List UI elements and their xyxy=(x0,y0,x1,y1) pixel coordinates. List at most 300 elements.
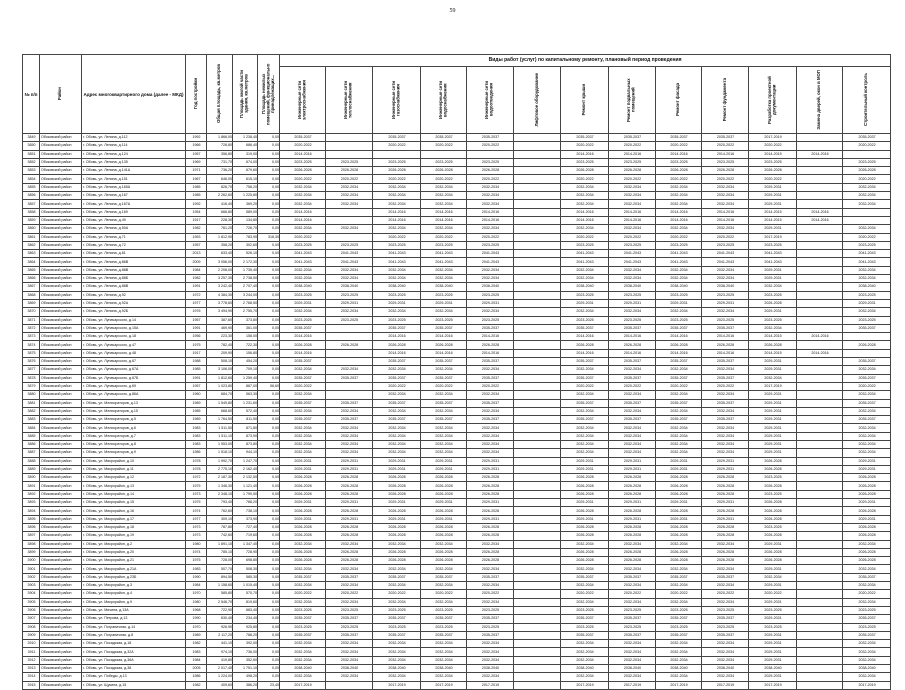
row-work-period: 2023-2025 xyxy=(280,316,326,324)
row-work-period: 2032-2034 xyxy=(702,432,749,440)
row-work-period: 2014-2016 xyxy=(280,216,326,224)
row-work-period: 2032-2034 xyxy=(280,432,326,440)
row-work-period xyxy=(514,258,561,266)
row-total-area: 1 992,70 xyxy=(207,457,233,465)
table-row xyxy=(23,440,891,448)
row-work-period: 2032-2034 xyxy=(280,673,326,681)
row-work-period: 2023-2025 xyxy=(561,316,609,324)
row-district: Обсковский район xyxy=(40,341,82,349)
row-nonres-area: 0,00 xyxy=(258,358,280,366)
row-year: 1956 xyxy=(186,333,207,341)
row-address: г. Обовь, ул. Ленина, д.88Б xyxy=(82,275,186,283)
row-work-period: 2029-2031 xyxy=(749,275,797,283)
row-work-period: 2029-2031 xyxy=(280,515,326,523)
row-work-period: 2035-2037 xyxy=(326,615,373,623)
row-work-period: 2032-2034 xyxy=(467,656,514,664)
row-work-period xyxy=(843,216,891,224)
row-address: г. Обовь, ул. Ленина, д.49 xyxy=(82,216,186,224)
row-year: 1972 xyxy=(186,291,207,299)
row-work-period: 2026-2028 xyxy=(467,490,514,498)
row-work-period: 2026-2028 xyxy=(326,341,373,349)
row-nonres-area: 0,00 xyxy=(258,424,280,432)
table-row xyxy=(23,457,891,465)
row-work-period: 2032-2034 xyxy=(326,200,373,208)
row-work-period: 2032-2034 xyxy=(421,192,467,200)
row-work-period xyxy=(514,565,561,573)
row-work-period: 2023-2025 xyxy=(843,291,891,299)
row-work-period: 2014-2016 xyxy=(373,333,421,341)
row-work-period xyxy=(514,681,561,689)
row-work-period: 2032-2034 xyxy=(609,673,656,681)
row-work-period: 2035-2037 xyxy=(656,416,702,424)
row-work-period: 2032-2034 xyxy=(702,582,749,590)
row-address: г. Обовь, ул. Ленина, д.72 xyxy=(82,241,186,249)
row-year: 2009 xyxy=(186,258,207,266)
row-work-period: 2026-2028 xyxy=(609,167,656,175)
row-work-period: 2029-2031 xyxy=(749,582,797,590)
row-work-period: 2035-2037 xyxy=(609,324,656,332)
row-work-period xyxy=(797,374,843,382)
row-work-period: 2032-2034 xyxy=(326,183,373,191)
row-work-period xyxy=(797,175,843,183)
row-total-area: 1 812,60 xyxy=(207,374,233,382)
row-work-period: 2029-2031 xyxy=(373,457,421,465)
row-number: 3875 xyxy=(23,349,40,357)
row-work-period xyxy=(797,631,843,639)
row-work-period: 2029-2031 xyxy=(749,407,797,415)
row-work-period xyxy=(797,665,843,673)
row-work-period: 2020-2022 xyxy=(561,142,609,150)
row-work-period xyxy=(797,316,843,324)
row-work-period xyxy=(326,333,373,341)
row-work-period: 2023-2025 xyxy=(843,316,891,324)
row-work-period: 2020-2022 xyxy=(702,142,749,150)
row-year: 1974 xyxy=(186,548,207,556)
row-number: 3890 xyxy=(23,474,40,482)
row-year: 1978 xyxy=(186,457,207,465)
row-work-period xyxy=(514,158,561,166)
row-year: 1985 xyxy=(186,407,207,415)
row-work-period: 2032-2034 xyxy=(843,266,891,274)
row-work-period: 2035-2037 xyxy=(280,399,326,407)
row-work-period: 2026-2028 xyxy=(609,507,656,515)
row-nonres-area: 0,00 xyxy=(258,216,280,224)
row-address: г. Обовь, ул. Пограничная, д.8 xyxy=(82,631,186,639)
row-work-period: 2032-2034 xyxy=(702,540,749,548)
row-work-period: 2032-2034 xyxy=(373,582,421,590)
row-work-period: 2017-2019 xyxy=(843,681,891,689)
row-work-period: 2032-2034 xyxy=(702,192,749,200)
row-work-period: 2020-2022 xyxy=(656,175,702,183)
col-work-2: Инженерные сети теплоснабжения xyxy=(326,67,373,134)
row-work-period: 2017-2019 xyxy=(702,681,749,689)
row-work-period: 2032-2034 xyxy=(421,407,467,415)
row-work-period xyxy=(326,681,373,689)
row-work-period: 2026-2028 xyxy=(467,474,514,482)
row-district: Обсковский район xyxy=(40,266,82,274)
row-total-area: 223,30 xyxy=(207,333,233,341)
row-work-period: 2035-2037 xyxy=(373,573,421,581)
row-work-period: 2026-2028 xyxy=(749,499,797,507)
row-work-period: 2023-2025 xyxy=(609,316,656,324)
row-work-period: 2029-2031 xyxy=(749,432,797,440)
row-total-area: 356,80 xyxy=(207,150,233,158)
table-row xyxy=(23,341,891,349)
row-work-period: 2026-2028 xyxy=(467,167,514,175)
row-work-period: 2032-2034 xyxy=(843,582,891,590)
row-district: Обсковский район xyxy=(40,291,82,299)
row-res-area: 373,90 xyxy=(233,515,258,523)
row-work-period xyxy=(797,308,843,316)
row-total-area: 1 023,80 xyxy=(207,382,233,390)
row-work-period: 2032-2034 xyxy=(280,648,326,656)
row-work-period: 2041-2043 xyxy=(421,250,467,258)
row-work-period: 2035-2037 xyxy=(702,374,749,382)
row-work-period: 2026-2028 xyxy=(421,482,467,490)
row-work-period: 2032-2034 xyxy=(561,225,609,233)
row-total-area: 441,10 xyxy=(207,640,233,648)
row-address: г. Обовь, ул. Микрорайон, д.10 xyxy=(82,457,186,465)
row-work-period: 2026-2028 xyxy=(843,523,891,531)
row-work-period: 2032-2034 xyxy=(280,440,326,448)
table-row xyxy=(23,523,891,531)
row-total-area: 2 208,00 xyxy=(207,266,233,274)
row-work-period: 2014-2016 xyxy=(656,333,702,341)
row-work-period: 2020-2022 xyxy=(280,175,326,183)
row-nonres-area: 0,00 xyxy=(258,225,280,233)
row-work-period: 2032-2034 xyxy=(561,192,609,200)
row-work-period: 2032-2034 xyxy=(749,374,797,382)
row-year: 1980 xyxy=(186,598,207,606)
row-work-period: 2035-2037 xyxy=(843,134,891,142)
row-work-period: 2032-2034 xyxy=(702,424,749,432)
row-work-period: 2020-2022 xyxy=(326,175,373,183)
row-work-period: 2032-2034 xyxy=(656,656,702,664)
row-work-period: 2026-2028 xyxy=(561,482,609,490)
col-work-9: Ремонт фасада xyxy=(656,67,702,134)
row-work-period xyxy=(843,208,891,216)
row-total-area: 782,40 xyxy=(207,341,233,349)
col-work-7: Ремонт крыши xyxy=(561,67,609,134)
row-work-period: 2032-2034 xyxy=(421,432,467,440)
row-work-period: 2029-2031 xyxy=(656,299,702,307)
row-address: г. Обовь, ул. Микрорайон, д.4 xyxy=(82,590,186,598)
row-district: Обсковский район xyxy=(40,225,82,233)
row-total-area: 228,30 xyxy=(207,216,233,224)
row-work-period: 2029-2031 xyxy=(609,299,656,307)
row-nonres-area: 0,00 xyxy=(258,416,280,424)
row-work-period xyxy=(797,532,843,540)
row-nonres-area: 0,00 xyxy=(258,673,280,681)
row-work-period xyxy=(514,399,561,407)
row-nonres-area: 0,00 xyxy=(258,631,280,639)
row-work-period: 2035-2037 xyxy=(656,324,702,332)
row-work-period: 2026-2028 xyxy=(467,532,514,540)
row-work-period: 2035-2037 xyxy=(609,573,656,581)
row-work-period: 2029-2031 xyxy=(609,457,656,465)
row-work-period: 2026-2028 xyxy=(373,507,421,515)
row-work-period: 2023-2025 xyxy=(702,316,749,324)
row-district: Обсковский район xyxy=(40,631,82,639)
row-work-period: 2032-2034 xyxy=(421,275,467,283)
row-work-period: 2023-2025 xyxy=(561,241,609,249)
row-work-period: 2032-2034 xyxy=(373,366,421,374)
row-res-area: 156,80 xyxy=(233,349,258,357)
row-district: Обсковский район xyxy=(40,582,82,590)
row-work-period: 2032-2034 xyxy=(326,407,373,415)
row-work-period: 2032-2034 xyxy=(656,449,702,457)
row-res-area: 1 231,60 xyxy=(233,399,258,407)
row-nonres-area: 0,00 xyxy=(258,557,280,565)
row-work-period: 2026-2028 xyxy=(421,490,467,498)
row-work-period: 2014-2015 xyxy=(749,333,797,341)
row-work-period: 2023-2025 xyxy=(702,606,749,614)
row-work-period xyxy=(326,142,373,150)
row-work-period xyxy=(797,225,843,233)
row-work-period: 2035-2037 xyxy=(421,416,467,424)
row-work-period: 2026-2028 xyxy=(702,482,749,490)
row-work-period xyxy=(514,200,561,208)
row-work-period: 2029-2031 xyxy=(749,308,797,316)
row-address: г. Обовь, ул. Ленина, д.88В xyxy=(82,266,186,274)
row-work-period: 2032-2034 xyxy=(467,648,514,656)
row-work-period: 2035-2037 xyxy=(656,631,702,639)
row-total-area: 736,20 xyxy=(207,167,233,175)
row-address: г. Обовь, ул. Ленина, д.50А xyxy=(82,225,186,233)
row-district: Обсковский район xyxy=(40,482,82,490)
row-address: г. Обовь, ул. Ленина, д.86В xyxy=(82,258,186,266)
row-work-period xyxy=(797,482,843,490)
row-work-period: 2029-2031 xyxy=(702,299,749,307)
row-district: Обсковский район xyxy=(40,623,82,631)
row-work-period: 2017-2019 xyxy=(749,233,797,241)
row-work-period: 2014-2016 xyxy=(656,216,702,224)
row-total-area: 507,70 xyxy=(207,565,233,573)
row-year: 1989 xyxy=(186,416,207,424)
table-row xyxy=(23,640,891,648)
row-nonres-area: 0,00 xyxy=(258,523,280,531)
row-work-period: 2032-2034 xyxy=(467,200,514,208)
row-work-period: 2041-2043 xyxy=(561,250,609,258)
row-work-period: 2026-2028 xyxy=(656,523,702,531)
row-year: 1977 xyxy=(186,299,207,307)
row-work-period: 2032-2034 xyxy=(280,565,326,573)
row-work-period: 2035-2037 xyxy=(467,416,514,424)
row-work-period: 2026-2028 xyxy=(609,490,656,498)
row-res-area: 572,40 xyxy=(233,407,258,415)
col-work-11: Разработка проектной документации xyxy=(749,67,797,134)
row-work-period: 2032-2034 xyxy=(373,424,421,432)
row-work-period: 2026-2028 xyxy=(609,341,656,349)
row-nonres-area: 0,00 xyxy=(258,324,280,332)
row-work-period: 2023-2025 xyxy=(843,158,891,166)
row-work-period: 2035-2037 xyxy=(609,416,656,424)
table-row xyxy=(23,648,891,656)
row-total-area: 761,20 xyxy=(207,225,233,233)
row-work-period: 2020-2022 xyxy=(656,142,702,150)
row-district: Обсковский район xyxy=(40,216,82,224)
row-work-period: 2014-2016 xyxy=(373,349,421,357)
row-nonres-area: 0,00 xyxy=(258,134,280,142)
row-year: 1982 xyxy=(186,275,207,283)
row-nonres-area: 0,00 xyxy=(258,648,280,656)
row-work-period: 2032-2034 xyxy=(702,648,749,656)
row-work-period xyxy=(797,241,843,249)
row-number: 3851 xyxy=(23,150,40,158)
row-res-area: 585,30 xyxy=(233,573,258,581)
row-work-period: 2014-2016 xyxy=(467,208,514,216)
row-work-period: 2029-2031 xyxy=(843,499,891,507)
row-work-period xyxy=(514,432,561,440)
row-res-area: 719,60 xyxy=(233,532,258,540)
row-total-area: 309,10 xyxy=(207,515,233,523)
row-work-period: 2032-2034 xyxy=(373,266,421,274)
row-work-period: 2029-2031 xyxy=(280,465,326,473)
row-work-period: 2026-2028 xyxy=(561,490,609,498)
row-work-period: 2032-2034 xyxy=(280,656,326,664)
row-work-period: 2026-2028 xyxy=(467,482,514,490)
row-res-area: 736,00 xyxy=(233,648,258,656)
row-work-period: 2023-2025 xyxy=(421,241,467,249)
row-district: Обсковский район xyxy=(40,681,82,689)
row-work-period: 2032-2034 xyxy=(702,598,749,606)
row-total-area: 209,90 xyxy=(207,349,233,357)
row-res-area: 454,20 xyxy=(233,358,258,366)
row-work-period: 2035-2037 xyxy=(467,573,514,581)
row-work-period: 2032-2034 xyxy=(326,192,373,200)
row-nonres-area: 0,00 xyxy=(258,266,280,274)
row-work-period xyxy=(797,424,843,432)
row-work-period: 2032-2034 xyxy=(326,598,373,606)
row-work-period: 2041-2043 xyxy=(280,250,326,258)
row-nonres-area: 0,00 xyxy=(258,391,280,399)
row-work-period: 2032-2034 xyxy=(326,275,373,283)
row-work-period xyxy=(514,640,561,648)
row-res-area: 2 738,50 xyxy=(233,275,258,283)
row-address: г. Обовь, ул. Мелиораторов, д.5 xyxy=(82,416,186,424)
row-work-period: 2032-2034 xyxy=(656,598,702,606)
row-res-area: 811,50 xyxy=(233,416,258,424)
row-year: 1983 xyxy=(186,432,207,440)
row-work-period: 2014-2015 xyxy=(749,150,797,158)
row-work-period: 2032-2034 xyxy=(609,424,656,432)
row-work-period: 2029-2031 xyxy=(326,299,373,307)
row-work-period: 2023-2025 xyxy=(609,158,656,166)
row-work-period: 2032-2034 xyxy=(373,200,421,208)
row-nonres-area: 0,00 xyxy=(258,258,280,266)
row-work-period: 2032-2034 xyxy=(326,225,373,233)
row-work-period: 2020-2022 xyxy=(843,175,891,183)
col-work-5: Инженерные сети водоотведения xyxy=(467,67,514,134)
table-row xyxy=(23,283,891,291)
row-work-period: 2017-2019 xyxy=(421,681,467,689)
row-work-period: 2014-2016 xyxy=(702,216,749,224)
row-work-period: 2026-2028 xyxy=(326,482,373,490)
row-res-area: 738,10 xyxy=(233,507,258,515)
row-total-area: 508,10 xyxy=(207,358,233,366)
row-work-period: 2032-2034 xyxy=(561,598,609,606)
table-row xyxy=(23,623,891,631)
row-work-period: 2029-2031 xyxy=(843,515,891,523)
row-district: Обсковский район xyxy=(40,399,82,407)
row-total-area: 666,80 xyxy=(207,208,233,216)
row-work-period: 2032-2034 xyxy=(656,673,702,681)
row-work-period: 2014-2016 xyxy=(561,208,609,216)
row-work-period: 2020-2022 xyxy=(467,233,514,241)
row-total-area: 793,40 xyxy=(207,499,233,507)
row-work-period xyxy=(797,515,843,523)
row-address: г. Обовь, ул. Мелиораторов, д.15 xyxy=(82,407,186,415)
row-work-period: 2032-2034 xyxy=(561,308,609,316)
row-work-period xyxy=(797,573,843,581)
row-work-period: 2026-2028 xyxy=(373,167,421,175)
row-work-period: 2023-2025 xyxy=(749,523,797,531)
row-work-period xyxy=(797,291,843,299)
row-year: 1973 xyxy=(186,523,207,531)
table-row xyxy=(23,540,891,548)
row-work-period: 2032-2034 xyxy=(561,275,609,283)
row-work-period: 2023-2025 xyxy=(280,241,326,249)
row-work-period: 2032-2034 xyxy=(373,225,421,233)
row-work-period: 2035-2037 xyxy=(326,416,373,424)
row-work-period xyxy=(797,615,843,623)
row-work-period: 2026-2028 xyxy=(421,341,467,349)
row-total-area: 2 262,60 xyxy=(207,192,233,200)
table-row xyxy=(23,250,891,258)
row-work-period: 2032-2034 xyxy=(609,440,656,448)
row-work-period: 2032-2034 xyxy=(561,391,609,399)
row-work-period: 2041-2043 xyxy=(749,258,797,266)
table-row xyxy=(23,167,891,175)
row-work-period: 2014-2016 xyxy=(797,216,843,224)
row-work-period: 2035-2037 xyxy=(326,374,373,382)
row-number: 3907 xyxy=(23,615,40,623)
row-work-period: 2014-2016 xyxy=(656,208,702,216)
row-total-area: 646,00 xyxy=(207,175,233,183)
row-work-period: 2026-2028 xyxy=(843,482,891,490)
row-total-area: 2 546,70 xyxy=(207,598,233,606)
row-res-area: 392,00 xyxy=(233,640,258,648)
row-work-period: 2020-2022 xyxy=(609,142,656,150)
row-address: г. Обовь, ул. Мелиораторов, д.6 xyxy=(82,424,186,432)
row-work-period xyxy=(797,366,843,374)
row-work-period: 2014-2016 xyxy=(797,208,843,216)
row-work-period: 2032-2034 xyxy=(561,200,609,208)
row-work-period: 2026-2028 xyxy=(749,548,797,556)
row-address: г. Обовь, ул. Микрорайон, д.9 xyxy=(82,598,186,606)
row-work-period: 2035-2037 xyxy=(467,615,514,623)
row-work-period: 2026-2028 xyxy=(421,548,467,556)
row-number: 3905 xyxy=(23,598,40,606)
col-res-area: Площадь жилой части здания, кв.метров xyxy=(233,55,258,134)
row-address: г. Обовь, ул. Микрорайон, д.14 xyxy=(82,490,186,498)
row-district: Обсковский район xyxy=(40,523,82,531)
row-year: 1960 xyxy=(186,391,207,399)
row-work-period: 2032-2034 xyxy=(702,656,749,664)
table-row xyxy=(23,499,891,507)
row-district: Обсковский район xyxy=(40,465,82,473)
row-work-period: 2032-2034 xyxy=(373,565,421,573)
row-work-period xyxy=(514,349,561,357)
row-work-period: 2032-2034 xyxy=(702,565,749,573)
row-work-period xyxy=(514,532,561,540)
row-work-period: 2026-2028 xyxy=(280,548,326,556)
row-address: г. Обовь, ул. Микрорайон, д.16 xyxy=(82,507,186,515)
row-work-period: 2032-2034 xyxy=(702,640,749,648)
row-res-area: 1 751,10 xyxy=(233,665,258,673)
row-work-period: 2023-2025 xyxy=(656,158,702,166)
row-work-period xyxy=(797,183,843,191)
